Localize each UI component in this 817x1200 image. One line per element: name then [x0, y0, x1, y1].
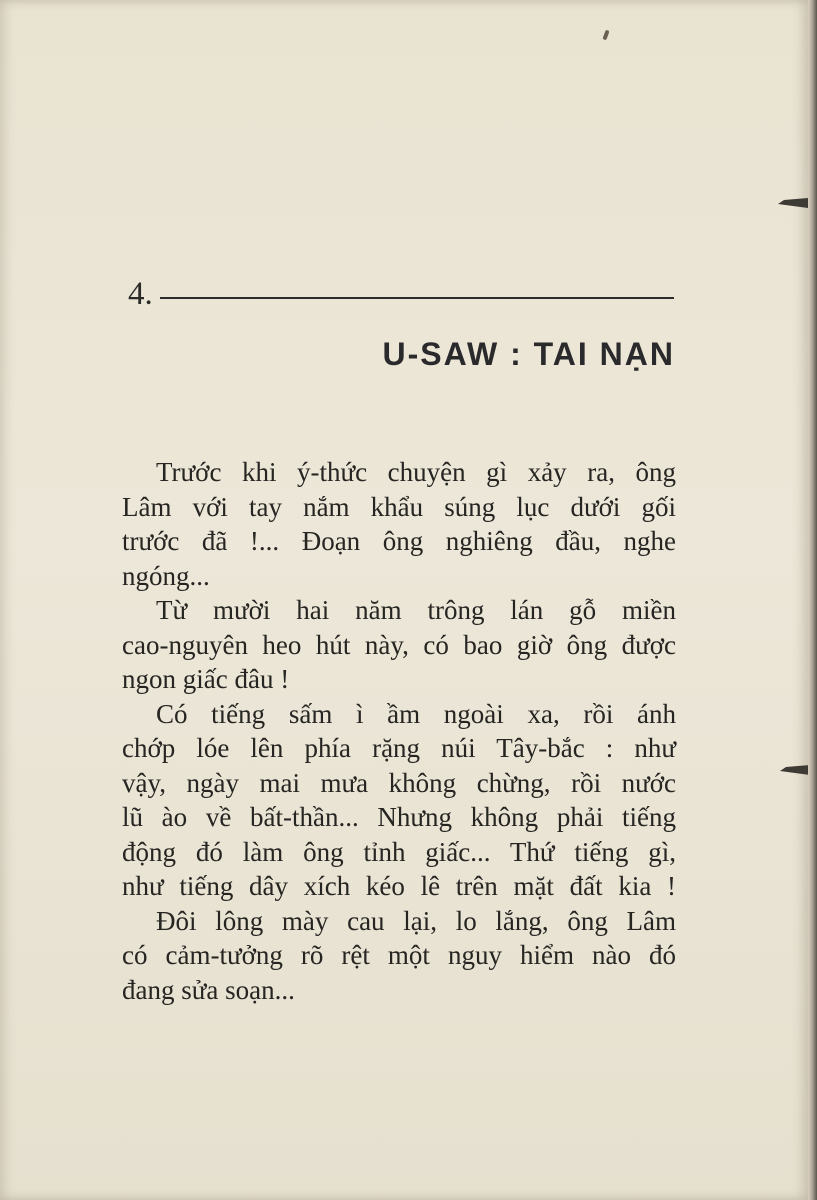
chapter-number: 4. [128, 276, 153, 312]
body-text [122, 455, 676, 1007]
chapter-title: U-SAW : TAI NẠN [382, 336, 675, 372]
text-line: động đó làm ông tỉnh giấc... Thứ tiếng gì, [122, 836, 676, 867]
chapter-rule [160, 297, 674, 299]
text-line: lũ ào về bất-thần... Nhưng không phải tiếng [122, 802, 676, 832]
page-edge-shadow [808, 0, 817, 1200]
text-line: chớp lóe lên phía rặng núi Tây-bắc : như [122, 733, 676, 763]
text-line: cao-nguyên heo hút này, có bao giờ ông được [122, 629, 676, 660]
text-line: Lâm với tay nắm khẩu súng lục dưới gối [122, 491, 676, 522]
page-edge-tear [780, 765, 810, 775]
text-line: Trước khi ý-thức chuyện gì xảy ra, ông [156, 457, 676, 487]
text-line: như tiếng dây xích kéo lê trên mặt đất kia ! [122, 871, 676, 901]
paragraph [122, 697, 676, 904]
chapter-heading [128, 276, 676, 312]
paper-speck [602, 30, 609, 41]
text-line: ngóng... [122, 560, 210, 591]
text-line: đang sửa soạn... [122, 974, 295, 1005]
text-line: có cảm-tưởng rõ rệt một nguy hiểm nào đó [122, 940, 676, 970]
page-edge-tear [778, 198, 808, 208]
text-line: Từ mười hai năm trông lán gỗ miền [156, 595, 676, 625]
text-line: Đôi lông mày cau lại, lo lắng, ông Lâm [156, 905, 676, 936]
text-line: ngon giấc đâu ! [122, 664, 290, 694]
paragraph [122, 455, 676, 593]
text-line: trước đã !... Đoạn ông nghiêng đầu, nghe [122, 526, 676, 556]
paragraph [122, 593, 676, 697]
text-line: Có tiếng sấm ì ầm ngoài xa, rồi ánh [156, 698, 676, 729]
paragraph [122, 904, 676, 1008]
text-line: vậy, ngày mai mưa không chừng, rồi nước [122, 767, 676, 798]
